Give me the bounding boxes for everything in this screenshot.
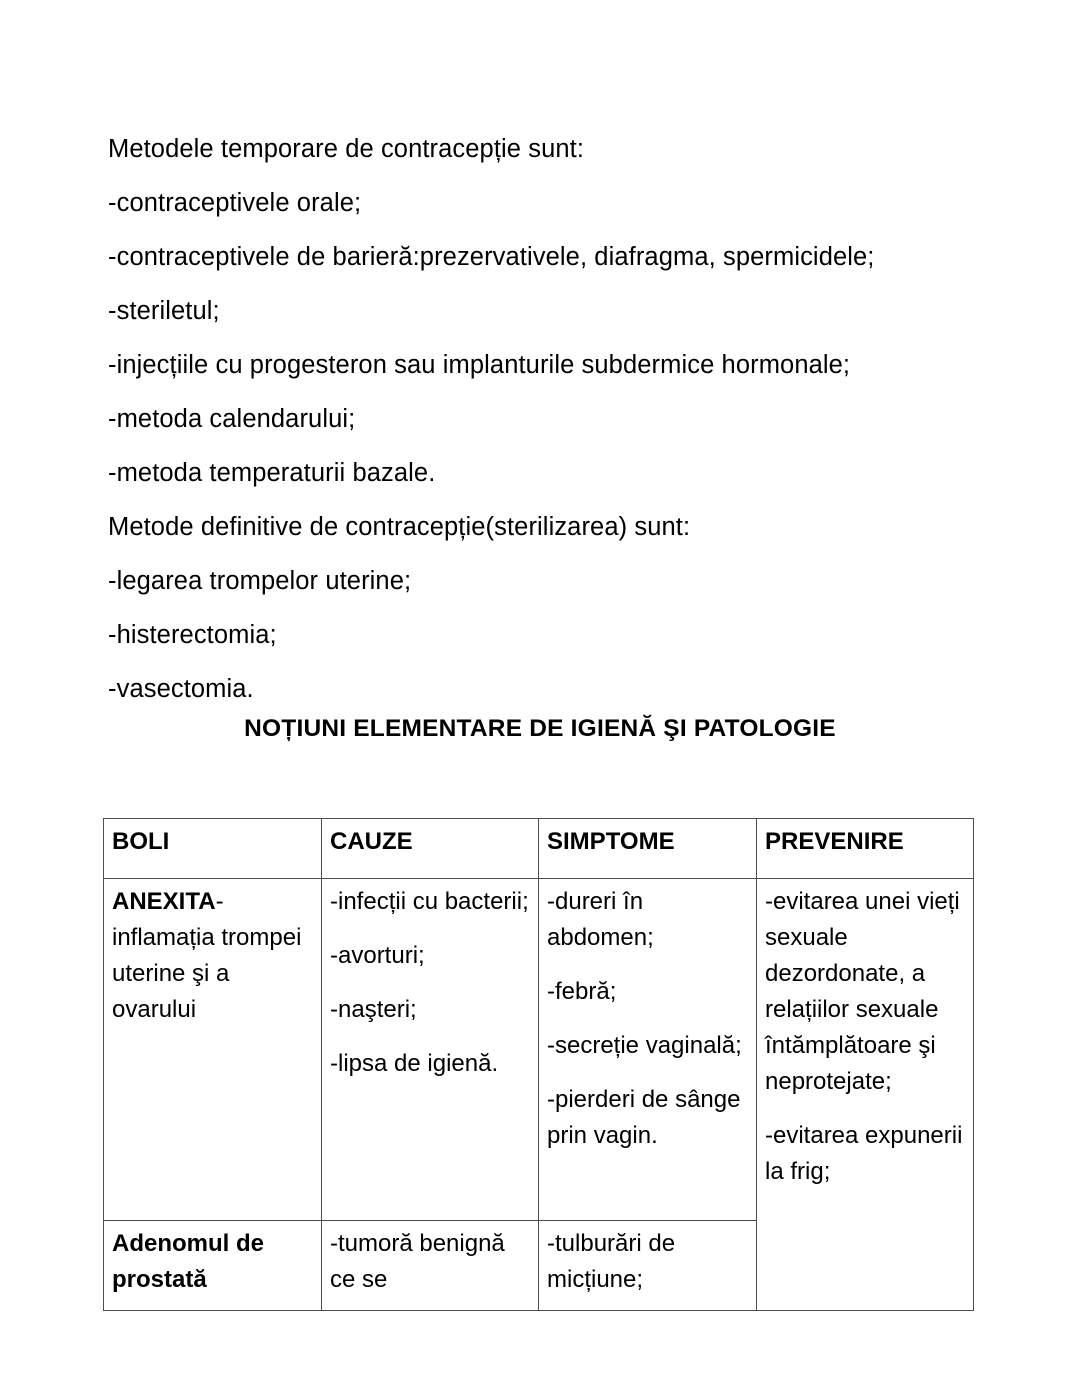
paragraph-line: -injecțiile cu progesteron sau implanturile subdermice hormonale;: [108, 351, 851, 379]
cell-boli-adenom: [104, 1221, 322, 1311]
symptom-item: -dureri în abdomen;: [547, 888, 654, 951]
symptom-item: -pierderi de sânge prin vagin.: [547, 1086, 741, 1149]
pathology-table-wrapper: [103, 818, 973, 1311]
paragraph-line: -metoda temperaturii bazale.: [108, 459, 436, 487]
intro-text-block: [108, 122, 988, 716]
paragraph-line: -contraceptivele de barieră:prezervativele, diafragma, spermicidele;: [108, 243, 875, 271]
cell-boli-anexita: [104, 879, 322, 1221]
column-header-boli: BOLI: [104, 819, 322, 879]
table-header-row: [104, 819, 974, 879]
cause-item: -lipsa de igienă.: [330, 1050, 499, 1077]
paragraph-line: Metode definitive de contracepție(sterilizarea) sunt:: [108, 513, 691, 541]
paragraph-line: -histerectomia;: [108, 621, 277, 649]
cell-cauze-anexita: [322, 879, 539, 1221]
table-row: [104, 879, 974, 1221]
symptom-item: -febră;: [547, 978, 617, 1005]
cell-simptome-adenom: [539, 1221, 757, 1311]
cell-simptome-anexita: [539, 879, 757, 1221]
cause-item: -infecții cu bacterii;: [330, 888, 529, 915]
section-heading: NOȚIUNI ELEMENTARE DE IGIENĂ ŞI PATOLOGIE: [244, 715, 836, 742]
prevention-item: -evitarea unei vieți sexuale dezordonate, a relațiilor sexuale întămplătoare şi neprotejate;: [765, 888, 960, 1095]
cell-prevenire-anexita: [757, 879, 974, 1311]
symptom-item: -secreție vaginală;: [547, 1032, 742, 1059]
cause-item: -naşteri;: [330, 996, 417, 1023]
prevention-item: -evitarea expunerii la frig;: [765, 1122, 963, 1185]
paragraph-line: -legarea trompelor uterine;: [108, 567, 412, 595]
cause-item: -tumoră benignă ce se: [330, 1230, 505, 1293]
disease-description: -inflamația trompei uterine şi a ovarului: [112, 888, 302, 1023]
symptom-item: -tulburări de micțiune;: [547, 1230, 676, 1293]
disease-name: ANEXITA: [112, 888, 216, 915]
column-header-simptome: SIMPTOME: [539, 819, 757, 879]
column-header-cauze: CAUZE: [322, 819, 539, 879]
disease-name: Adenomul de prostată: [112, 1230, 265, 1293]
paragraph-line: -contraceptivele orale;: [108, 189, 362, 217]
column-header-prevenire: PREVENIRE: [757, 819, 974, 879]
cell-cauze-adenom: [322, 1221, 539, 1311]
paragraph-line: -vasectomia.: [108, 675, 254, 703]
paragraph-line: -steriletul;: [108, 297, 220, 325]
paragraph-line: -metoda calendarului;: [108, 405, 356, 433]
cause-item: -avorturi;: [330, 942, 425, 969]
pathology-table: [103, 818, 974, 1311]
paragraph-line: Metodele temporare de contracepție sunt:: [108, 135, 585, 163]
